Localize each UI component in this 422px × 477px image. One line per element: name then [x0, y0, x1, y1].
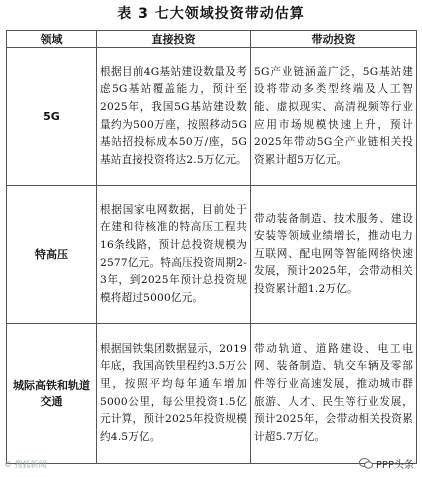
table-row	[7, 186, 417, 324]
driven-cell: 带动装备制造、技术服务、建设安装等领域业绩增长，推动电力互联网、配电网等智能网络快速发展，预计2025年，会带动相关投资累计超1.2万亿。	[251, 186, 417, 324]
direct-cell: 根据国家电网数据，目前处于在建和待核准的特高压工程共16条线路，预计总投资规模为2577亿元。特高压投资周期2-3年，到2025年预计总投资规模将超过5000亿元。	[97, 186, 251, 324]
investment-table	[6, 30, 417, 464]
header-direct: 直接投资	[97, 31, 251, 48]
table-header-row	[7, 31, 417, 48]
source-watermark: © 搜狐新闻	[4, 460, 47, 469]
direct-cell: 根据国铁集团数据显示，2019年底，我国高铁里程约3.5万公里，按照平均每年通车增加5000公里，每公里投资1.5亿元计算，预计2025年投资规模约4.5万亿。	[97, 324, 251, 464]
account-watermark	[359, 456, 414, 471]
table-row	[7, 324, 417, 464]
header-driven: 带动投资	[251, 31, 417, 48]
driven-cell: 5G产业链涵盖广泛，5G基站建设将带动多类型终端及人工智能、虚拟现实、高清视频等行业应用市场规模快速上升，预计2025年带动5G全产业链相关投资累计超5万亿元。	[251, 48, 417, 186]
header-domain: 领域	[7, 31, 97, 48]
table-row	[7, 48, 417, 186]
wechat-icon	[359, 458, 373, 469]
domain-cell: 5G	[7, 48, 97, 186]
domain-cell: 特高压	[7, 186, 97, 324]
account-name: PPP头条	[375, 460, 414, 471]
driven-cell: 带动轨道、道路建设、电工电网、装备制造、轨交车辆及零部件等行业高速发展，推动城市群旅游、人才、民生等行业发展，预计2025年，会带动相关投资累计超5.7万亿。	[251, 324, 417, 464]
domain-cell: 城际高铁和轨道交通	[7, 324, 97, 464]
table-title: 表 3 七大领域投资带动估算	[117, 6, 305, 22]
direct-cell: 根据目前4G基站建设数量及考虑5G基站覆盖能力，预计至2025年，我国5G基站建设数量约为500万座，按照移动5G基站招投标成本50万/座，5G基站直接投资将达2.5万亿元。	[97, 48, 251, 186]
